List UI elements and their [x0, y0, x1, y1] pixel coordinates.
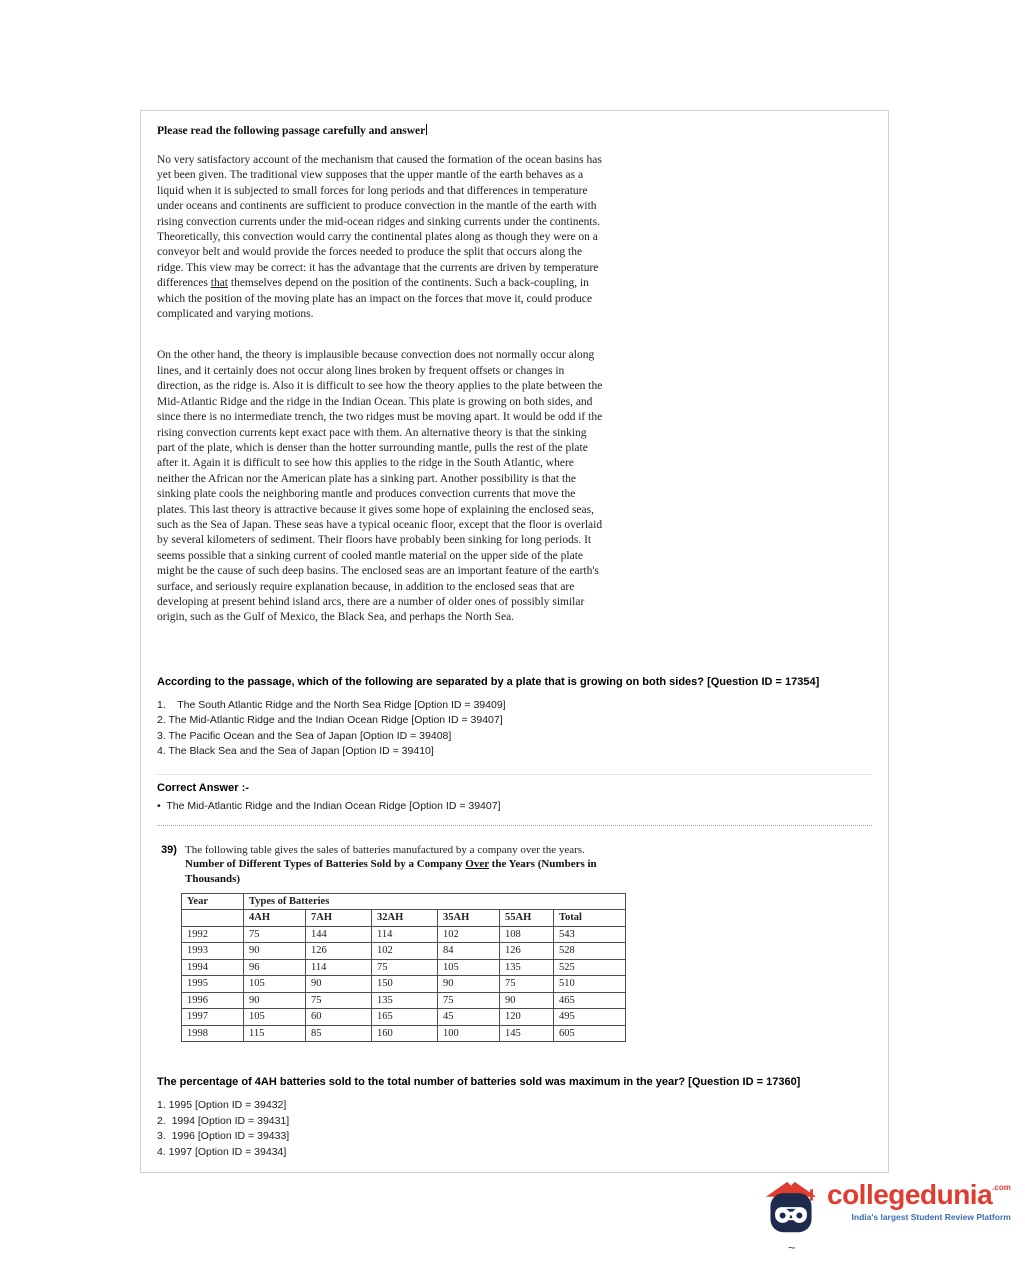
table-row [182, 943, 626, 960]
column-header-55ah: 55AH [500, 910, 554, 927]
table-cell: 108 [500, 926, 554, 943]
table-cell: 160 [372, 1025, 438, 1042]
year-cell: 1995 [182, 976, 244, 993]
table-row [182, 992, 626, 1009]
table-cell: 105 [438, 959, 500, 976]
question-39-content [185, 844, 872, 1043]
question-17360-text: The percentage of 4AH batteries sold to the total number of batteries sold was maximum in the year? [Question ID = 17360] [157, 1076, 801, 1089]
table-cell: 126 [306, 943, 372, 960]
question-39-intro: The following table gives the sales of batteries manufactured by a company over the years. [185, 843, 585, 856]
table-cell: 605 [554, 1025, 626, 1042]
year-cell: 1993 [182, 943, 244, 960]
question-39-number: 39) [161, 843, 177, 856]
table-cell: 90 [438, 976, 500, 993]
table-cell: 114 [306, 959, 372, 976]
option-row-2: 2. The Mid-Atlantic Ridge and the Indian Ocean Ridge [Option ID = 39407] [157, 714, 503, 727]
table-cell: 525 [554, 959, 626, 976]
table-cell: 135 [372, 992, 438, 1009]
option-row-2: 2. 1994 [Option ID = 39431] [157, 1114, 290, 1127]
year-cell: 1998 [182, 1025, 244, 1042]
table-cell: 115 [244, 1025, 306, 1042]
year-header-cell: Year [182, 893, 244, 910]
instruction-text [157, 124, 872, 137]
table-cell: 102 [438, 926, 500, 943]
table-cell: 75 [244, 926, 306, 943]
option-row-3: 3. The Pacific Ocean and the Sea of Japan [Option ID = 39408] [157, 729, 452, 742]
table-cell: 465 [554, 992, 626, 1009]
table-cell: 126 [500, 943, 554, 960]
empty-header-cell [182, 910, 244, 927]
correct-answer-heading: Correct Answer :- [157, 781, 249, 794]
column-header-4ah: 4AH [244, 910, 306, 927]
table-cell: 90 [500, 992, 554, 1009]
question-17354-options [157, 698, 872, 760]
passage-1-underlined-word: that [210, 277, 228, 290]
table-cell: 96 [244, 959, 306, 976]
text-cursor [426, 124, 427, 135]
table-cell: 510 [554, 976, 626, 993]
battery-sales-table [181, 893, 626, 1043]
table-cell: 45 [438, 1009, 500, 1026]
question-17360-options [157, 1098, 872, 1160]
year-cell: 1997 [182, 1009, 244, 1026]
brand-text: collegedunia [827, 1179, 993, 1210]
column-header-total: Total [554, 910, 626, 927]
table-title-underlined-word: Over [465, 857, 489, 870]
brand-tld: .com [992, 1183, 1011, 1192]
column-header-35ah: 35AH [438, 910, 500, 927]
year-cell: 1992 [182, 926, 244, 943]
column-header-32ah: 32AH [372, 910, 438, 927]
table-cell: 144 [306, 926, 372, 943]
table-cell: 90 [244, 943, 306, 960]
passage-1-post: themselves depend on the position of the continents. Such a back-coupling, in which the position of the moving plate has an impact on the forces that move it, could produce complicated and varying motions. [157, 277, 592, 321]
table-row [182, 926, 626, 943]
table-cell: 75 [306, 992, 372, 1009]
table-title-pre: Number of Different Types of Batteries Sold by a Company [185, 857, 466, 870]
logo-text [827, 1180, 1011, 1222]
year-cell: 1996 [182, 992, 244, 1009]
instruction-label: Please read the following passage carefully and answer [157, 125, 426, 137]
table-row [182, 959, 626, 976]
tagline-text: India's largest Student Review Platform [851, 1212, 1011, 1222]
table-row [182, 976, 626, 993]
table-cell: 90 [306, 976, 372, 993]
passage-1-pre: No very satisfactory account of the mechanism that caused the formation of the ocean basins has yet been given. The traditional view supposes that the upper mantle of the earth behaves as a liquid when it is subjected to small forces for long periods and that differences in temperature under oceans and continents are sufficient to produce convection in the mantle of the earth with rising convection currents under the mid-ocean ridges and sinking currents under the continents. Theoretically, this convection would carry the continental plates along as though they were on a conveyor belt and would provide the forces needed to produce the split that occurs along the ridge. This view may be correct: it has the advantage that the currents are driven by temperature differences [157, 154, 602, 290]
passage-paragraph-1 [157, 153, 604, 322]
year-cell: 1994 [182, 959, 244, 976]
option-row-4: 4. The Black Sea and the Sea of Japan [Option ID = 39410] [157, 745, 434, 758]
passage-paragraph-2: On the other hand, the theory is implausible because convection does not normally occur along lines, and it certainly does not occur along lines broken by frequent offsets or changes in direction, as the ridge is. Also it is difficult to see how the theory applies to the plate between the Mid-Atlantic Ridge and the ridge in the Indian Ocean. This plate is growing on both sides, and since there is no intermediate trench, the two ridges must be moving apart. It would be odd if the rising convection currents kept exact pace with them. An alternative theory is that the sinking part of the plate, which is denser than the hotter surrounding mantle, pulls the rest of the plate after it. Again it is difficult to see how this applies to the ridge in the South Atlantic, where neither the African nor the American plate has a sinking part. Another possibility is that the sinking plate cools the neighboring mantle and produces convection currents that move the plates. This last theory is attractive because it gives some hope of explaining the enclosed seas, such as the Sea of Japan. These seas have a typical oceanic floor, except that the floor is overlaid by several kilometers of sediment. Their floors have probably been sinking for long periods. It seems possible that a sinking current of cooled mantle material on the upper side of the plate might be the cause of such deep basins. The enclosed seas are an important feature of the earth's surface, and seriously require explanation because, in addition to the enclosed seas that are developing at present behind island arcs, there are a number of older ones of possibly similar origin, such as the Gulf of Mexico, the Black Sea, and perhaps the North Sea. [157, 349, 603, 624]
option-row-4: 4. 1997 [Option ID = 39434] [157, 1145, 287, 1158]
column-header-7ah: 7AH [306, 910, 372, 927]
table-cell: 135 [500, 959, 554, 976]
table-cell: 543 [554, 926, 626, 943]
battery-table-title [185, 857, 640, 887]
section-divider-dotted [157, 825, 872, 826]
owl-icon [763, 1180, 819, 1236]
table-title-post: the Years (Numbers in Thousands) [185, 857, 597, 885]
table-row [182, 1025, 626, 1042]
table-cell: 85 [306, 1025, 372, 1042]
table-cell: 114 [372, 926, 438, 943]
squiggle-mark: ~ [788, 1240, 796, 1255]
table-cell: 528 [554, 943, 626, 960]
table-cell: 495 [554, 1009, 626, 1026]
collegedunia-logo [763, 1180, 1011, 1236]
table-group-header-row [182, 893, 626, 910]
table-column-header-row [182, 910, 626, 927]
correct-answer-section [157, 774, 872, 812]
group-header-cell: Types of Batteries [244, 893, 626, 910]
table-cell: 145 [500, 1025, 554, 1042]
table-cell: 105 [244, 1009, 306, 1026]
brand-line [827, 1180, 1011, 1210]
table-cell: 90 [244, 992, 306, 1009]
option-row-3: 3. 1996 [Option ID = 39433] [157, 1130, 290, 1143]
table-row [182, 1009, 626, 1026]
option-row-1: 1. 1995 [Option ID = 39432] [157, 1099, 287, 1112]
table-cell: 75 [500, 976, 554, 993]
table-cell: 150 [372, 976, 438, 993]
question-39-block [157, 844, 872, 1043]
table-cell: 60 [306, 1009, 372, 1026]
table-cell: 75 [438, 992, 500, 1009]
table-cell: 84 [438, 943, 500, 960]
table-cell: 75 [372, 959, 438, 976]
table-cell: 120 [500, 1009, 554, 1026]
table-cell: 102 [372, 943, 438, 960]
table-cell: 100 [438, 1025, 500, 1042]
content-box [140, 110, 889, 1173]
table-cell: 105 [244, 976, 306, 993]
option-row-1: 1. The South Atlantic Ridge and the North Sea Ridge [Option ID = 39409] [157, 698, 506, 711]
correct-answer-text: • The Mid-Atlantic Ridge and the Indian Ocean Ridge [Option ID = 39407] [157, 799, 501, 812]
question-17354-text: According to the passage, which of the following are separated by a plate that is growing on both sides? [Question ID = 17354] [157, 675, 820, 688]
table-cell: 165 [372, 1009, 438, 1026]
